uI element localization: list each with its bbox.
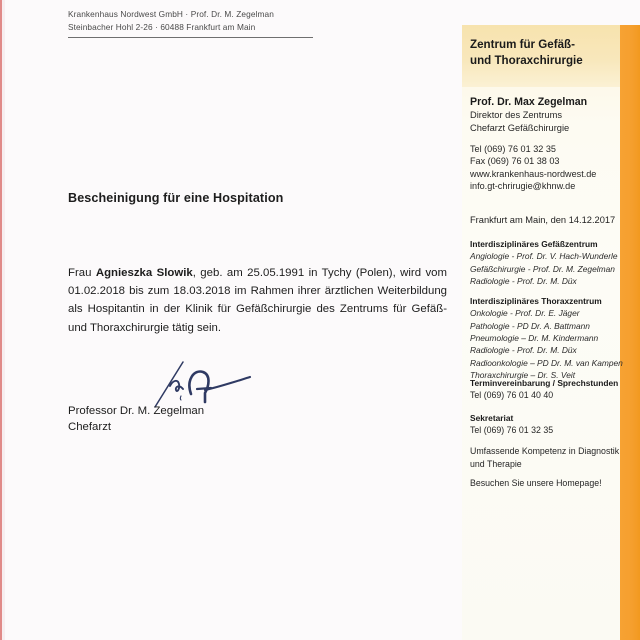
contact-fax: Fax (069) 76 01 38 03 [470,156,560,167]
letterhead-line-2: Steinbacher Hohl 2-26 · 60488 Frankfurt am Main [68,21,256,32]
document-body [68,264,447,337]
thoraxzentrum-item: Pneumologie – Dr. M. Kindermann [470,333,599,343]
sidebar-title-line-1: Zentrum für Gefäß- [470,38,575,51]
signature-name-block [68,404,204,435]
contact-tel: Tel (069) 76 01 32 35 [470,144,556,154]
letter-date: Frankfurt am Main, den 14.12.2017 [470,215,616,225]
gefaesszentrum-item: Angiologie - Prof. Dr. V. Hach-Wunderle [470,251,618,262]
competence-line-1: Umfassende Kompetenz in Diagnostik [470,446,620,456]
thoraxzentrum-item: Onkologie - Prof. Dr. E. Jäger [470,308,580,319]
gefaesszentrum-heading: Interdisziplinäres Gefäßzentrum [470,239,598,249]
letterhead-sender [68,8,320,33]
letterhead-line-1: Krankenhaus Nordwest GmbH · Prof. Dr. M. Zegelman [68,9,274,19]
sidebar-title-line-2: und Thoraxchirurgie [470,53,583,67]
signer-role: Chefarzt [68,420,112,433]
gefaesszentrum-item: Gefäßchirurgie - Prof. Dr. M. Zegelman [470,263,615,274]
sidebar-section-gefaesszentrum [470,238,638,287]
termin-tel: Tel (069) 76 01 40 40 [470,390,554,401]
scan-edge-left-inner [2,0,5,640]
thoraxzentrum-item: Pathologie - PD Dr. A. Battmann [470,320,590,331]
chief-name: Prof. Dr. Max Zegelman [470,96,588,108]
body-rest: , geb. am 25.05.1991 in Tychy (Polen), wird vom 01.02.2018 bis zum 18.03.2018 im Rahmen ihrer ärztlichen Weiterbildung als Hospitantin in der Klinik für Gefäßchirurgie des Zentrums für Gefäß- und Thoraxchirurgie tätig sein. [68,267,447,334]
body-prefix: Frau [68,267,96,279]
sidebar-section-sekretariat [470,412,638,437]
sidebar-contact-block [470,143,635,192]
signature-block [68,360,368,440]
competence-line-2: und Therapie [470,459,522,469]
sidebar-section-thoraxzentrum [470,295,638,381]
sidebar-title [470,37,620,68]
sidebar-competence-note [470,445,638,471]
letterhead-rule [68,37,313,38]
document-title: Bescheinigung für eine Hospitation [68,191,284,205]
contact-website[interactable]: www.krankenhaus-nordwest.de [470,168,597,179]
sidebar-section-termin [470,377,638,402]
homepage-invite: Besuchen Sie unsere Homepage! [470,478,602,488]
thoraxzentrum-item: Radioonkologie – PD Dr. M. van Kampen [470,357,623,368]
subject-name: Agnieszka Slowik [95,267,193,279]
sidebar-chief-block [470,95,630,134]
chief-role-2: Chefarzt Gefäßchirurgie [470,122,570,133]
termin-heading: Terminvereinbarung / Sprechstunden [470,378,619,388]
thoraxzentrum-item: Thoraxchirurgie – Dr. S. Veit [470,369,576,380]
signer-name: Professor Dr. M. Zegelman [68,405,205,417]
contact-email[interactable]: info.gt-chrirugie@khnw.de [470,180,576,191]
sidebar-homepage-note [470,477,638,490]
thoraxzentrum-heading: Interdisziplinäres Thoraxzentrum [470,296,602,306]
chief-role-1: Direktor des Zentrums [470,110,562,120]
sekretariat-tel: Tel (069) 76 01 32 35 [470,425,554,436]
thoraxzentrum-item: Radiologie - Prof. Dr. M. Düx [470,345,577,356]
sidebar-panel [462,25,640,640]
sekretariat-heading: Sekretariat [470,413,514,423]
gefaesszentrum-item: Radiologie - Prof. Dr. M. Düx [470,276,577,286]
